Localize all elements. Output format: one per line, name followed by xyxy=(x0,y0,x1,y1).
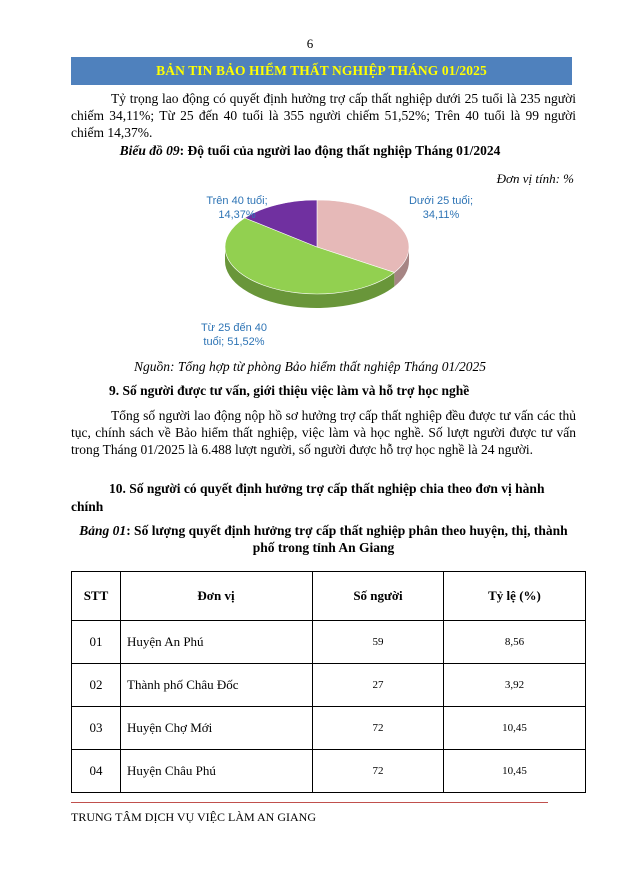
footer-divider xyxy=(71,802,548,803)
cell-stt: 03 xyxy=(72,707,121,750)
cell-unit: Thành phố Châu Đốc xyxy=(121,664,313,707)
banner-title: BẢN TIN BẢO HIỂM THẤT NGHIỆP THÁNG 01/2025 xyxy=(156,63,487,78)
chart-unit: Đơn vị tính: % xyxy=(496,171,574,186)
district-table xyxy=(71,571,586,793)
cell-count: 27 xyxy=(313,664,444,707)
chart-caption-prefix: Biểu đồ 09 xyxy=(119,143,180,158)
pie-label-25-to-40-line1: Từ 25 đến 40 xyxy=(200,322,268,334)
pie-label-under-25-line2: 34,11% xyxy=(422,209,460,221)
cell-count: 72 xyxy=(313,750,444,793)
cell-count: 72 xyxy=(313,707,444,750)
pie-label-over-40-line2: 14,37% xyxy=(218,209,256,221)
table-caption-text: : Số lượng quyết định hưởng trợ cấp thất nghiệp phân theo huyện, thị, thành phố trong tỉnh An Giang xyxy=(126,523,568,555)
cell-unit: Huyện Châu Phú xyxy=(121,750,313,793)
chart-caption xyxy=(0,143,620,159)
pie-label-over-40 xyxy=(197,194,277,222)
chart-source: Nguồn: Tổng hợp từ phòng Bảo hiểm thất nghiệp Tháng 01/2025 xyxy=(133,359,487,374)
header-count: Số người xyxy=(313,572,444,621)
table-row xyxy=(72,664,586,707)
bulletin-banner xyxy=(71,57,572,85)
pie-label-under-25 xyxy=(401,194,481,222)
cell-rate: 10,45 xyxy=(444,750,586,793)
intro-paragraph: Tỷ trọng lao động có quyết định hưởng trợ cấp thất nghiệp dưới 25 tuổi là 235 người chiếm 34,11%; Từ 25 đến 40 tuổi là 355 người chiếm 51,52%; Trên 40 tuổi là 99 người chiếm 14,37%. xyxy=(71,91,576,140)
cell-stt: 01 xyxy=(72,621,121,664)
section-9-paragraph: Tổng số người lao động nộp hồ sơ hưởng trợ cấp thất nghiệp đều được tư vấn các thủ tục, chính sách về Bảo hiểm thất nghiệp, việc làm và học nghề. Số lượt người được tư vấn trong Tháng 01/2025 là 6.488 lượt người, số người được hỗ trợ học nghề là 24 người. xyxy=(71,408,576,457)
cell-rate: 10,45 xyxy=(444,707,586,750)
pie-label-over-40-line1: Trên 40 tuổi; xyxy=(206,195,268,207)
chart-caption-text: : Độ tuổi của người lao động thất nghiệp Tháng 01/2024 xyxy=(179,143,501,158)
table-row xyxy=(72,621,586,664)
page-number: 6 xyxy=(306,36,314,51)
header-rate: Tỷ lệ (%) xyxy=(444,572,586,621)
header-unit: Đơn vị xyxy=(121,572,313,621)
cell-stt: 04 xyxy=(72,750,121,793)
table-header-row xyxy=(72,572,586,621)
table-row xyxy=(72,750,586,793)
footer-text: TRUNG TÂM DỊCH VỤ VIỆC LÀM AN GIANG xyxy=(71,810,317,824)
cell-rate: 3,92 xyxy=(444,664,586,707)
cell-unit: Huyện An Phú xyxy=(121,621,313,664)
pie-chart xyxy=(0,180,620,360)
table-caption-prefix: Bảng 01 xyxy=(79,523,127,538)
table-row xyxy=(72,707,586,750)
table-caption xyxy=(71,522,576,556)
header-stt: STT xyxy=(72,572,121,621)
pie-label-25-to-40 xyxy=(196,321,272,349)
cell-unit: Huyện Chợ Mới xyxy=(121,707,313,750)
pie-label-25-to-40-line2: tuổi; 51,52% xyxy=(203,336,265,348)
cell-count: 59 xyxy=(313,621,444,664)
cell-stt: 02 xyxy=(72,664,121,707)
section-10-heading: 10. Số người có quyết định hưởng trợ cấp thất nghiệp chia theo đơn vị hành chính xyxy=(71,481,545,514)
section-9-heading: 9. Số người được tư vấn, giới thiệu việc làm và hỗ trợ học nghề xyxy=(109,383,470,398)
pie-label-under-25-line1: Dưới 25 tuổi; xyxy=(408,195,474,207)
cell-rate: 8,56 xyxy=(444,621,586,664)
